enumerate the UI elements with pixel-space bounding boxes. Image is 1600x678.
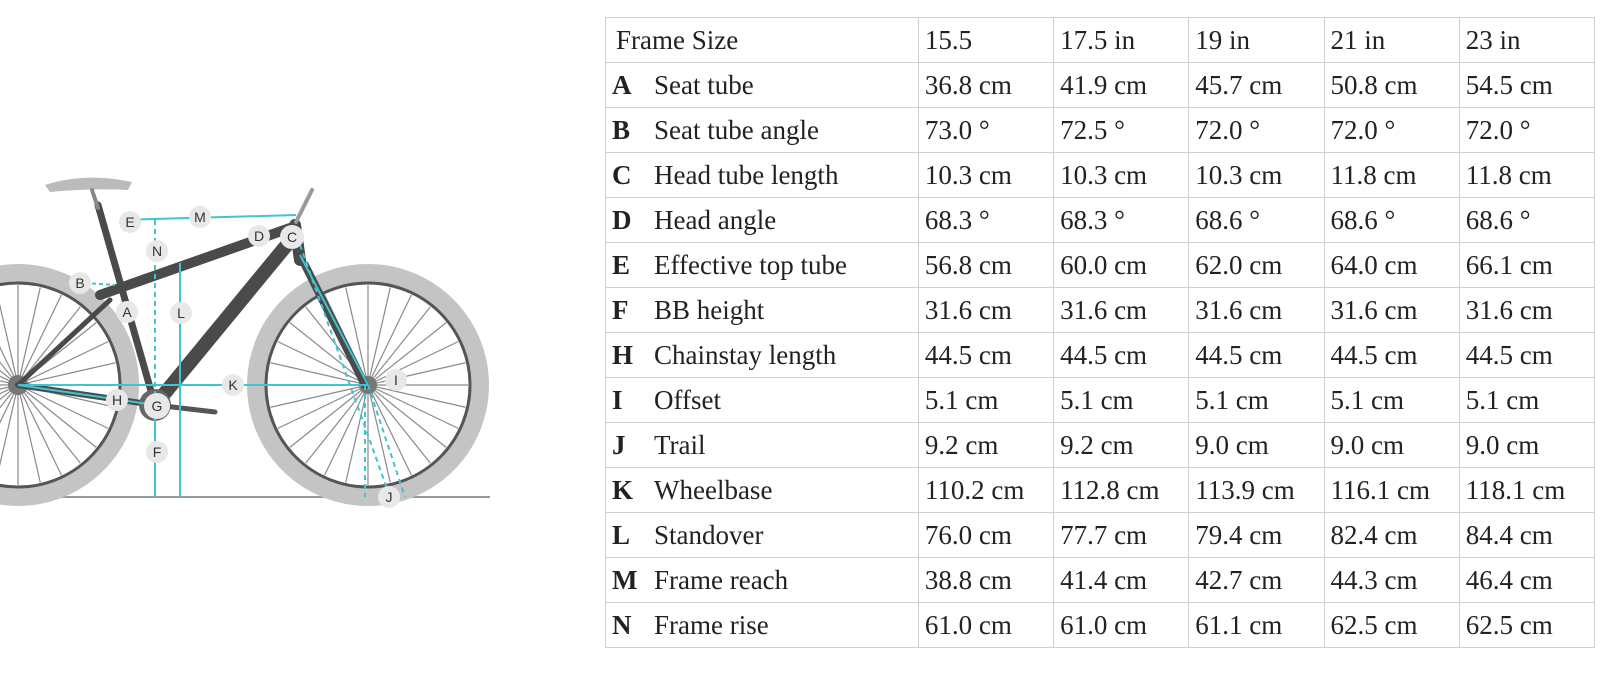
row-value: 72.0 °: [1459, 108, 1594, 153]
row-value: 113.9 cm: [1189, 468, 1324, 513]
spoke: [325, 385, 368, 475]
row-value: 73.0 °: [918, 108, 1053, 153]
row-value: 62.5 cm: [1324, 603, 1459, 648]
label-b: [69, 272, 91, 294]
row-value: 9.0 cm: [1459, 423, 1594, 468]
row-name: Trail: [654, 429, 706, 460]
svg-text:M: M: [194, 209, 206, 225]
label-l: [170, 302, 192, 324]
row-name: Wheelbase: [654, 474, 773, 505]
table-row: [606, 63, 1595, 108]
row-value: 110.2 cm: [918, 468, 1053, 513]
row-value: 44.3 cm: [1324, 558, 1459, 603]
row-value: 118.1 cm: [1459, 468, 1594, 513]
row-value: 76.0 cm: [918, 513, 1053, 558]
row-name: Frame reach: [654, 564, 789, 595]
table-row: [606, 153, 1595, 198]
svg-text:H: H: [111, 392, 123, 408]
row-value: 61.0 cm: [918, 603, 1053, 648]
size-header: 17.5 in: [1054, 18, 1189, 63]
row-value: 66.1 cm: [1459, 243, 1594, 288]
row-label: [606, 558, 919, 603]
table-row: [606, 468, 1595, 513]
row-value: 62.5 cm: [1459, 603, 1594, 648]
row-value: 68.6 °: [1324, 198, 1459, 243]
row-name: Chainstay length: [654, 339, 837, 370]
spoke: [368, 385, 411, 475]
table-row: [606, 108, 1595, 153]
size-header: 21 in: [1324, 18, 1459, 63]
label-d: [248, 225, 270, 247]
row-value: 64.0 cm: [1324, 243, 1459, 288]
row-value: 61.1 cm: [1189, 603, 1324, 648]
row-value: 41.4 cm: [1054, 558, 1189, 603]
row-value: 10.3 cm: [1189, 153, 1324, 198]
row-value: 31.6 cm: [918, 288, 1053, 333]
svg-text:F: F: [152, 444, 162, 460]
row-name: Effective top tube: [654, 249, 847, 280]
row-value: 68.3 °: [918, 198, 1053, 243]
row-name: BB height: [654, 294, 765, 325]
table-row: [606, 558, 1595, 603]
row-value: 44.5 cm: [918, 333, 1053, 378]
row-value: 5.1 cm: [1459, 378, 1594, 423]
row-value: 9.0 cm: [1189, 423, 1324, 468]
row-value: 9.2 cm: [918, 423, 1053, 468]
row-value: 11.8 cm: [1459, 153, 1594, 198]
row-label: [606, 288, 919, 333]
label-e: [119, 211, 141, 233]
row-value: 41.9 cm: [1054, 63, 1189, 108]
spoke: [0, 288, 18, 385]
row-value: 31.6 cm: [1459, 288, 1594, 333]
row-value: 31.6 cm: [1324, 288, 1459, 333]
row-label: [606, 468, 919, 513]
label-f: [146, 441, 168, 463]
svg-text:D: D: [253, 228, 265, 244]
label-a: [116, 301, 138, 323]
table-header-row: [606, 18, 1595, 63]
svg-text:E: E: [125, 214, 135, 230]
size-header: 15.5: [918, 18, 1053, 63]
table-row: [606, 378, 1595, 423]
svg-text:N: N: [151, 243, 163, 259]
row-letter: J: [612, 429, 626, 460]
svg-text:I: I: [394, 372, 398, 388]
label-c: [280, 225, 304, 249]
row-letter: B: [612, 114, 631, 145]
row-value: 10.3 cm: [1054, 153, 1189, 198]
row-value: 44.5 cm: [1054, 333, 1189, 378]
row-value: 68.6 °: [1459, 198, 1594, 243]
size-header: 23 in: [1459, 18, 1594, 63]
table-row: [606, 333, 1595, 378]
row-value: 68.6 °: [1189, 198, 1324, 243]
row-value: 54.5 cm: [1459, 63, 1594, 108]
row-value: 72.5 °: [1054, 108, 1189, 153]
row-value: 31.6 cm: [1054, 288, 1189, 333]
row-value: 42.7 cm: [1189, 558, 1324, 603]
spoke: [278, 385, 368, 428]
row-label: [606, 423, 919, 468]
row-value: 44.5 cm: [1459, 333, 1594, 378]
row-value: 5.1 cm: [918, 378, 1053, 423]
row-letter: I: [612, 384, 623, 415]
row-label: [606, 513, 919, 558]
row-value: 5.1 cm: [1189, 378, 1324, 423]
geometry-table: [605, 17, 1595, 648]
row-letter: C: [612, 159, 632, 190]
row-value: 9.2 cm: [1054, 423, 1189, 468]
svg-text:C: C: [286, 229, 298, 245]
row-label: [606, 198, 919, 243]
row-name: Seat tube angle: [654, 114, 819, 145]
row-name: Head angle: [654, 204, 777, 235]
row-value: 112.8 cm: [1054, 468, 1189, 513]
row-value: 84.4 cm: [1459, 513, 1594, 558]
spoke: [18, 342, 108, 385]
svg-text:A: A: [122, 304, 132, 320]
svg-text:K: K: [228, 377, 238, 393]
row-value: 45.7 cm: [1189, 63, 1324, 108]
row-letter: F: [612, 294, 629, 325]
label-k: [222, 374, 244, 396]
row-name: Standover: [654, 519, 764, 550]
row-value: 72.0 °: [1189, 108, 1324, 153]
row-value: 5.1 cm: [1054, 378, 1189, 423]
row-value: 68.3 °: [1054, 198, 1189, 243]
label-j: [378, 486, 400, 508]
row-value: 116.1 cm: [1324, 468, 1459, 513]
table-row: [606, 423, 1595, 468]
row-value: 44.5 cm: [1324, 333, 1459, 378]
row-value: 44.5 cm: [1189, 333, 1324, 378]
table-row: [606, 513, 1595, 558]
frame-size-header: Frame Size: [606, 18, 919, 63]
table-row: [606, 243, 1595, 288]
svg-text:B: B: [75, 275, 85, 291]
row-name: Seat tube: [654, 69, 754, 100]
svg-text:L: L: [177, 305, 185, 321]
row-label: [606, 333, 919, 378]
row-value: 5.1 cm: [1324, 378, 1459, 423]
row-value: 72.0 °: [1324, 108, 1459, 153]
label-n: [146, 240, 168, 262]
row-value: 11.8 cm: [1324, 153, 1459, 198]
table-row: [606, 198, 1595, 243]
row-label: [606, 153, 919, 198]
row-value: 38.8 cm: [918, 558, 1053, 603]
svg-text:G: G: [151, 398, 163, 414]
spoke: [18, 385, 61, 475]
svg-text:J: J: [385, 489, 393, 505]
row-value: 36.8 cm: [918, 63, 1053, 108]
bike-geometry-diagram: [0, 150, 500, 530]
row-value: 9.0 cm: [1324, 423, 1459, 468]
row-letter: E: [612, 249, 631, 280]
label-h: [106, 389, 128, 411]
row-label: [606, 243, 919, 288]
row-letter: L: [612, 519, 631, 550]
row-value: 79.4 cm: [1189, 513, 1324, 558]
row-letter: M: [612, 564, 638, 595]
label-i: [385, 369, 407, 391]
row-value: 77.7 cm: [1054, 513, 1189, 558]
row-letter: K: [612, 474, 634, 505]
row-label: [606, 603, 919, 648]
row-value: 60.0 cm: [1054, 243, 1189, 288]
size-header: 19 in: [1189, 18, 1324, 63]
row-value: 56.8 cm: [918, 243, 1053, 288]
row-name: Frame rise: [654, 609, 769, 640]
table-row: [606, 603, 1595, 648]
row-name: Head tube length: [654, 159, 839, 190]
spoke: [0, 385, 18, 482]
table-body: [606, 63, 1595, 648]
spoke: [368, 342, 458, 385]
label-m: [189, 206, 211, 228]
saddle: [45, 178, 132, 192]
row-letter: N: [612, 609, 632, 640]
bike-illustration: [0, 150, 500, 530]
table-row: [606, 288, 1595, 333]
row-label: [606, 108, 919, 153]
row-value: 46.4 cm: [1459, 558, 1594, 603]
spoke: [368, 385, 458, 428]
row-value: 10.3 cm: [918, 153, 1053, 198]
label-g: [144, 393, 170, 419]
spoke: [18, 295, 61, 385]
row-value: 50.8 cm: [1324, 63, 1459, 108]
row-name: Offset: [654, 384, 721, 415]
row-letter: D: [612, 204, 632, 235]
row-value: 31.6 cm: [1189, 288, 1324, 333]
row-label: [606, 378, 919, 423]
row-value: 62.0 cm: [1189, 243, 1324, 288]
row-label: [606, 63, 919, 108]
row-value: 82.4 cm: [1324, 513, 1459, 558]
row-letter: H: [612, 339, 634, 370]
row-letter: A: [612, 69, 632, 100]
row-value: 61.0 cm: [1054, 603, 1189, 648]
